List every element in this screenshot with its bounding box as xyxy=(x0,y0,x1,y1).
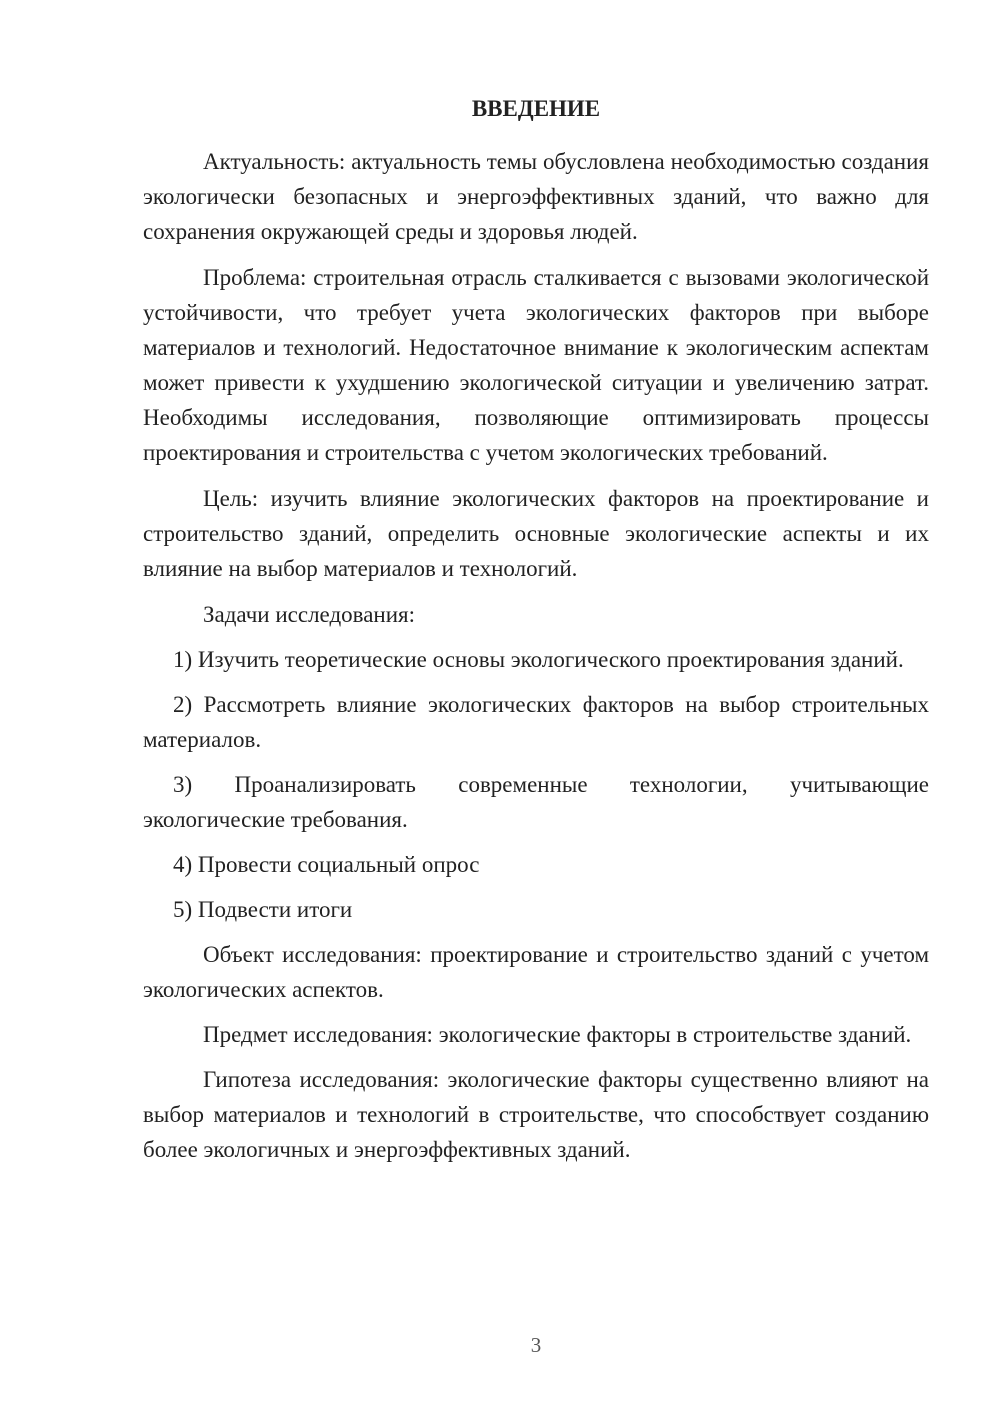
paragraph-subject: Предмет исследования: экологические факторы в строительстве зданий. xyxy=(203,1022,912,1047)
document-body xyxy=(143,144,929,1167)
paragraph-relevance: Актуальность: актуальность темы обусловлена необходимостью создания экологически безопасных и энергоэффективных зданий, что важно для сохранения окружающей среды и здоровья людей. xyxy=(143,149,929,244)
paragraph-object: Объект исследования: проектирование и строительство зданий с учетом экологических аспектов. xyxy=(143,942,929,1002)
tasks-heading: Задачи исследования: xyxy=(203,602,416,627)
paragraph-goal: Цель: изучить влияние экологических факторов на проектирование и строительство зданий, определить основные экологические аспекты и их влияние на выбор материалов и технологий. xyxy=(143,486,929,581)
paragraph-hypothesis: Гипотеза исследования: экологические факторы существенно влияют на выбор материалов и технологий в строительстве, что способствует созданию более экологичных и энергоэффективных зданий. xyxy=(143,1067,929,1162)
task-item-4: 4) Провести социальный опрос xyxy=(173,852,480,877)
task-item-3: 3) Проанализировать современные технологии, учитывающие экологические требования. xyxy=(143,772,929,832)
task-item-1: 1) Изучить теоретические основы экологического проектирования зданий. xyxy=(173,647,904,672)
page-title: ВВЕДЕНИЕ xyxy=(471,96,601,121)
task-item-5: 5) Подвести итоги xyxy=(173,897,353,922)
paragraph-problem: Проблема: строительная отрасль сталкивается с вызовами экологической устойчивости, что требует учета экологических факторов при выборе материалов и технологий. Недостаточное внимание к экологическим аспектам может привести к ухудшению экологической ситуации и увеличению затрат. Необходимы исследования, позволяющие оптимизировать процессы проектирования и строительства с учетом экологических требований. xyxy=(143,265,929,465)
page-number: 3 xyxy=(530,1333,542,1357)
task-item-2: 2) Рассмотреть влияние экологических факторов на выбор строительных материалов. xyxy=(143,692,929,752)
